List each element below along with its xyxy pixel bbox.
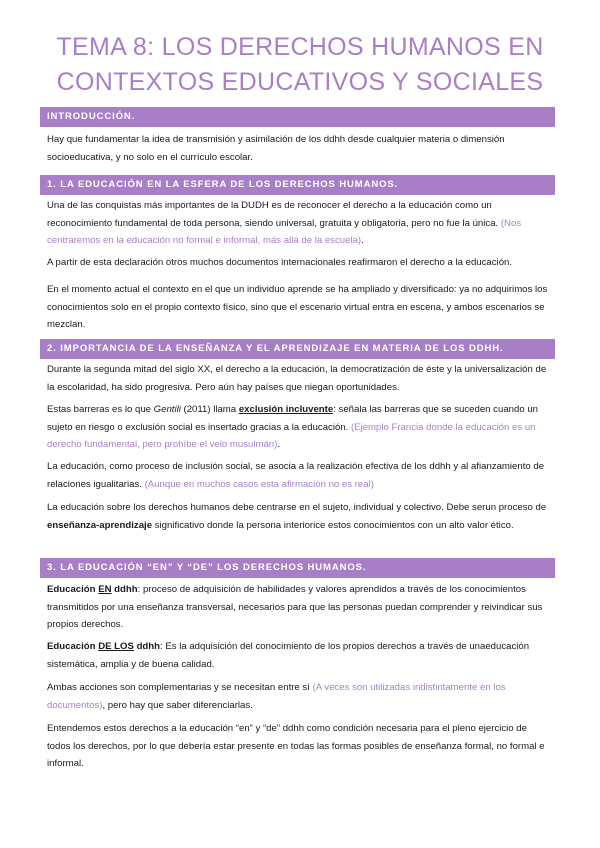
section2-paragraph-4 [47,499,552,534]
paragraph-text: Ambas acciones son complementarias y se necesitan entre sí [47,682,313,693]
section3-paragraph-4: Entendemos estos derechos a la educación “en” y “de” ddhh como condición necesaria para el pleno ejercicio de todos los derechos, por lo que debería estar presente en todas las formas posibles de enseñanza formal, no formal e informal. [47,723,545,769]
paragraph-text: : proceso de adquisición de habilidades y valores aprendidos a través de los conocimientos transmitidos por una enseñanza transversal, necesarios para que las personas puedan comprender y reivindicar sus propios derechos. [47,584,543,630]
highlighted-note: (Ejemplo Francia donde la educación es un derecho fundamental, pero prohíbe el velo musulmán) [47,421,536,450]
section-heading-intro: INTRODUCCIÓN. [40,107,555,127]
key-term: exclusión incluvente [238,404,334,415]
section1-paragraph-3: En el momento actual el contexto en el que un individuo aprende se ha ampliado y diversificado: ya no adquirimos los conocimientos solo en el propio contexto físico, sino que el escenario virtual entra en escena, y ambos escenarios se mezclan. [47,284,548,330]
term-label-underlined: DE LOS [98,641,134,652]
term-label: ddhh [111,584,138,595]
section2-paragraph-3 [47,458,552,493]
term-label-underlined: EN [98,584,112,595]
section3-paragraph-3 [47,679,552,714]
section-heading-3: 3. LA EDUCACIÓN “EN” Y “DE” LOS DERECHOS HUMANOS. [40,558,555,578]
paragraph-text: significativo donde la persona interiorice estos conocimientos con un alto valor ético. [152,519,514,531]
term-label: ddhh [133,641,161,652]
highlighted-note: (Nos centraremos en la educación no formal e informal, más allá de la escuela) [47,217,522,246]
page-title [40,30,560,100]
paragraph-end: , pero hay que saber diferenciarlas. [102,699,253,711]
intro-paragraph: Hay que fundamentar la idea de transmisión y asimilación de los ddhh desde cualquier materia o dimensión socioeducativa, y no solo en el currículo escolar. [47,134,505,163]
paragraph-end: . [361,235,364,246]
paragraph-text: La educación sobre los derechos humanos debe centrarse en el sujeto, individual y colectivo. Debe serun proceso de [47,502,547,513]
term-label: Educación [47,584,99,595]
paragraph-text: : señala las barreras que se suceden cuando un sujeto en riesgo o exclusión social es insertado gracias a la educación. [47,404,538,433]
section3-paragraph-1 [47,581,552,634]
section2-paragraph-2 [47,401,552,454]
section-heading-2: 2. IMPORTANCIA DE LA ENSEÑANZA Y EL APRENDIZAJE EN MATERIA DE LOS DDHH. [40,339,555,359]
term-label: Educación [47,641,99,652]
author-name: Gentili [153,404,181,415]
title-line-2: CONTEXTOS EDUCATIVOS Y SOCIALES [56,68,544,96]
paragraph-text: : Es la adquisición del conocimiento de los propios derechos a través de unaeducación sistemática, amplia y de buena calidad. [47,641,530,670]
highlighted-note: (Aunque en muchos casos esta afirmación no es real) [144,478,374,490]
key-term: enseñanza-aprendizaje [47,519,153,531]
section1-paragraph-1 [47,197,552,250]
paragraph-text: (2011) llama [180,404,239,415]
highlighted-note: (A veces son utilizadas indistintamente en los documentos) [47,682,506,711]
paragraph-text: La educación, como proceso de inclusión social, se asocia a la realización efectiva de los ddhh y al afianzamiento de relaciones igualitarias. [47,461,545,490]
section1-paragraph-2: A partir de esta declaración otros muchos documentos internacionales reafirmaron el derecho a la educación. [47,257,513,268]
paragraph-end: . [277,439,281,450]
title-line-1: TEMA 8: LOS DERECHOS HUMANOS EN [56,33,544,61]
paragraph-text: Una de las conquistas más importantes de la DUDH es de reconocer el derecho a la educación como un reconocimiento fundamental de toda persona, siendo universal, gratuita y obligatoria, pero no fue la única. [47,200,501,229]
section-heading-1: 1. LA EDUCACIÓN EN LA ESFERA DE LOS DERECHOS HUMANOS. [40,175,555,195]
section2-paragraph-1: Durante la segunda mitad del siglo XX, el derecho a la educación, la democratización de éste y la universalización de la escolaridad, ha sido progresiva. Pero aún hay países que niegan oportunidades. [47,364,547,393]
paragraph-text: Estas barreras es lo que [47,404,154,415]
section3-paragraph-2 [47,638,552,673]
